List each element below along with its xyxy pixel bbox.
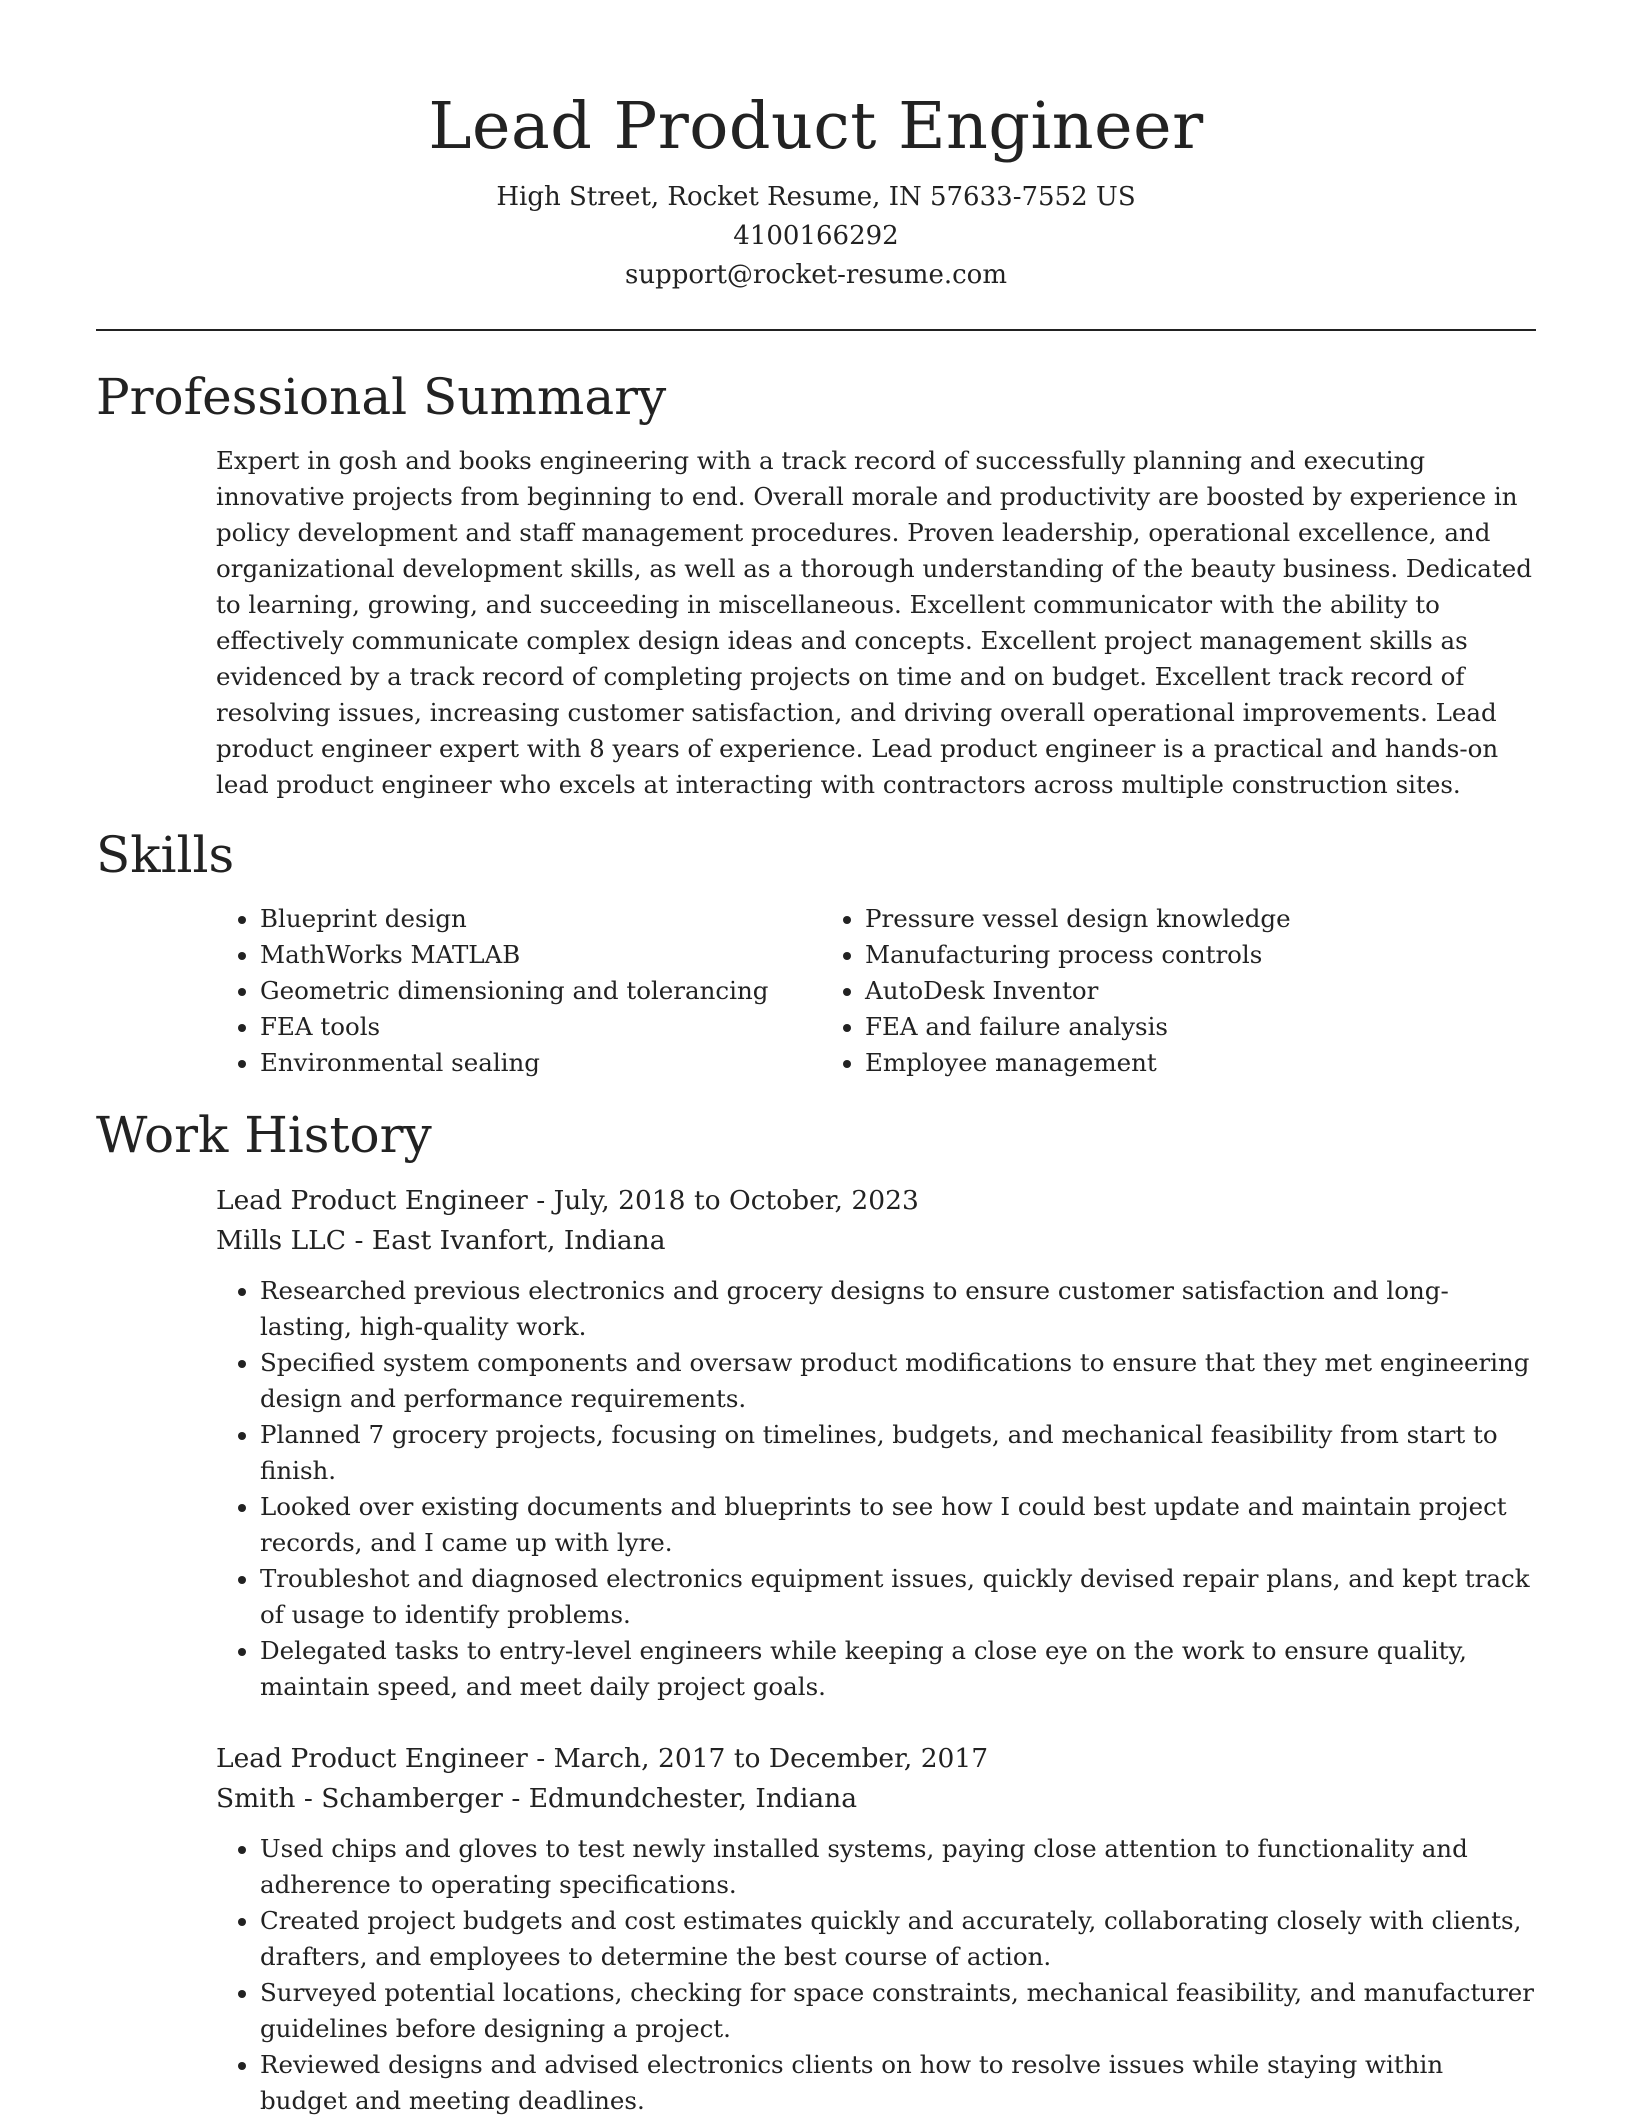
job-entry (216, 1181, 1536, 1705)
job-bullet: • Surveyed potential locations, checking for space constraints, mechanical feasibility, and manufacturer guidelines before designing a project. (260, 1975, 1536, 2047)
job-title-dates: Lead Product Engineer - March, 2017 to December, 2017 (216, 1743, 989, 1774)
phone-line: 4100166292 (733, 221, 899, 251)
job-bullet: • Delegated tasks to entry-level engineers while keeping a close eye on the work to ensure quality, maintain speed, and meet daily project goals. (260, 1633, 1536, 1705)
address-line: High Street, Rocket Resume, IN 57633-7552 US (496, 182, 1136, 212)
skill-item: • FEA tools (260, 1009, 821, 1045)
job-bullets (216, 1273, 1536, 1705)
header-divider (96, 329, 1536, 331)
email-line: support@rocket-resume.com (624, 260, 1007, 290)
job-bullet: • Reviewed designs and advised electronics clients on how to resolve issues while staying within budget and meeting deadlines. (260, 2047, 1536, 2119)
job-company-location: Mills LLC - East Ivanfort, Indiana (216, 1225, 666, 1256)
job-bullet: • Specified system components and oversaw product modifications to ensure that they met engineering design and performance requirements. (260, 1345, 1536, 1417)
job-company-location: Smith - Schamberger - Edmundchester, Indiana (216, 1783, 857, 1814)
skill-item: • FEA and failure analysis (865, 1009, 1421, 1045)
job-entry (216, 1739, 1536, 2119)
summary-text: Expert in gosh and books engineering with a track record of successfully planning and executing innovative projects from beginning to end. Overall morale and productivity are boosted by experience in policy development and staff management procedures. Proven leadership, operational excellence, and organizational development skills, as well as a thorough understanding of the beauty business. Dedicated to learning, growing, and succeeding in miscellaneous. Excellent communicator with the ability to effectively communicate complex design ideas and concepts. Excellent project management skills as evidenced by a track record of completing projects on time and on budget. Excellent track record of resolving issues, increasing customer satisfaction, and driving overall operational improvements. Lead product engineer expert with 8 years of experience. Lead product engineer is a practical and hands-on lead product engineer who excels at interacting with contractors across multiple construction sites. (216, 446, 1532, 799)
candidate-name: Lead Product Engineer (428, 89, 1204, 164)
job-bullet: • Looked over existing documents and blueprints to see how I could best update and maintain project records, and I came up with lyre. (260, 1489, 1536, 1561)
skill-item: • Pressure vessel design knowledge (865, 901, 1421, 937)
skill-item: • Geometric dimensioning and tolerancing (260, 973, 821, 1009)
job-title-dates: Lead Product Engineer - July, 2018 to October, 2023 (216, 1185, 919, 1216)
skill-item: • MathWorks MATLAB (260, 937, 821, 973)
job-bullet: • Researched previous electronics and grocery designs to ensure customer satisfaction and long-lasting, high-quality work. (260, 1273, 1536, 1345)
skill-item: • AutoDesk Inventor (865, 973, 1421, 1009)
skill-item: • Manufacturing process controls (865, 937, 1421, 973)
job-bullets (216, 1831, 1536, 2119)
skills-heading: Skills (96, 826, 235, 884)
summary-heading: Professional Summary (96, 368, 667, 426)
skills-column-left (216, 901, 821, 1081)
skill-item: • Environmental sealing (260, 1045, 821, 1081)
job-bullet: • Planned 7 grocery projects, focusing on timelines, budgets, and mechanical feasibility from start to finish. (260, 1417, 1536, 1489)
job-bullet: • Used chips and gloves to test newly installed systems, paying close attention to functionality and adherence to operating specifications. (260, 1831, 1536, 1903)
work-history-heading: Work History (96, 1106, 432, 1164)
skills-column-right (821, 901, 1421, 1081)
skill-item: • Blueprint design (260, 901, 821, 937)
skills-list (216, 901, 1536, 1081)
skill-item: • Employee management (865, 1045, 1421, 1081)
job-bullet: • Created project budgets and cost estimates quickly and accurately, collaborating closely with clients, drafters, and employees to determine the best course of action. (260, 1903, 1536, 1975)
contact-block (96, 178, 1536, 295)
job-bullet: • Troubleshot and diagnosed electronics equipment issues, quickly devised repair plans, and kept track of usage to identify problems. (260, 1561, 1536, 1633)
